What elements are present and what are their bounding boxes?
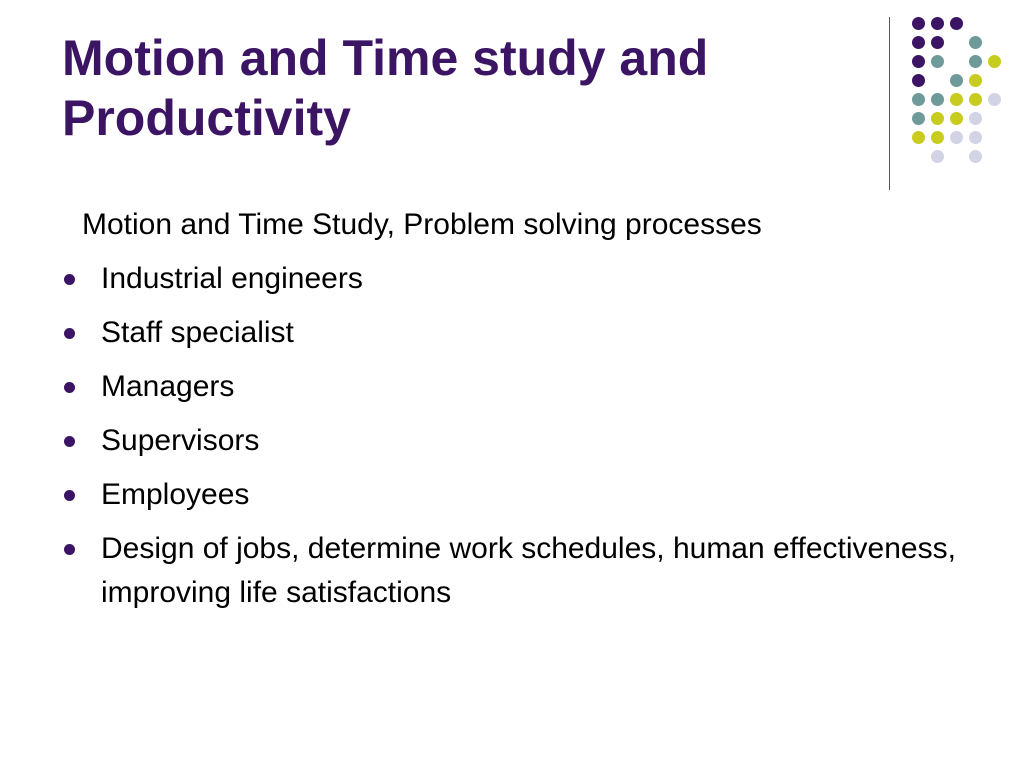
decorative-dot [950, 17, 963, 30]
bullet-item [62, 311, 962, 355]
decorative-dot [950, 74, 963, 87]
bullet-dot-icon [64, 544, 75, 555]
decorative-dot [912, 74, 925, 87]
decorative-dot [988, 93, 1001, 106]
bullet-item [62, 527, 962, 615]
decorative-dot [969, 74, 982, 87]
bullet-item [62, 257, 962, 301]
bullet-dot-icon [64, 328, 75, 339]
bullet-item [62, 365, 962, 409]
bullet-list [62, 257, 962, 615]
bullet-text: Design of jobs, determine work schedules, human effectiveness, improving life satisfactions [101, 532, 956, 609]
decorative-dot [950, 131, 963, 144]
bullet-item [62, 419, 962, 463]
bullet-text: Employees [101, 478, 250, 511]
bullet-text: Managers [101, 370, 235, 403]
decorative-dot [912, 36, 925, 49]
intro-line: Motion and Time Study, Problem solving processes [82, 208, 762, 241]
decorative-dot [912, 55, 925, 68]
decorative-dot [950, 93, 963, 106]
decorative-dot [912, 93, 925, 106]
decorative-dot [912, 17, 925, 30]
decorative-dot [988, 55, 1001, 68]
decorative-dot [931, 150, 944, 163]
decorative-dot-grid [0, 0, 1023, 200]
bullet-dot-icon [64, 490, 75, 501]
decorative-dot [969, 112, 982, 125]
slide-title: Motion and Time study and Productivity [62, 30, 709, 146]
bullet-text: Staff specialist [101, 316, 294, 349]
bullet-item [62, 473, 962, 517]
decorative-dot [931, 36, 944, 49]
decorative-dot [931, 17, 944, 30]
decorative-dot [969, 150, 982, 163]
decorative-dot [969, 93, 982, 106]
bullet-dot-icon [64, 274, 75, 285]
decorative-dot [969, 36, 982, 49]
bullet-text: Supervisors [101, 424, 260, 457]
decorative-dot [931, 112, 944, 125]
decorative-dot [931, 93, 944, 106]
bullet-dot-icon [64, 436, 75, 447]
decorative-dot [931, 55, 944, 68]
decorative-dot [969, 131, 982, 144]
decorative-dot [912, 131, 925, 144]
decorative-dot [912, 112, 925, 125]
bullet-text: Industrial engineers [101, 262, 363, 295]
bullet-dot-icon [64, 382, 75, 393]
decorative-dot [969, 55, 982, 68]
decorative-dot [950, 112, 963, 125]
decorative-dot [931, 131, 944, 144]
slide-body [62, 203, 962, 625]
